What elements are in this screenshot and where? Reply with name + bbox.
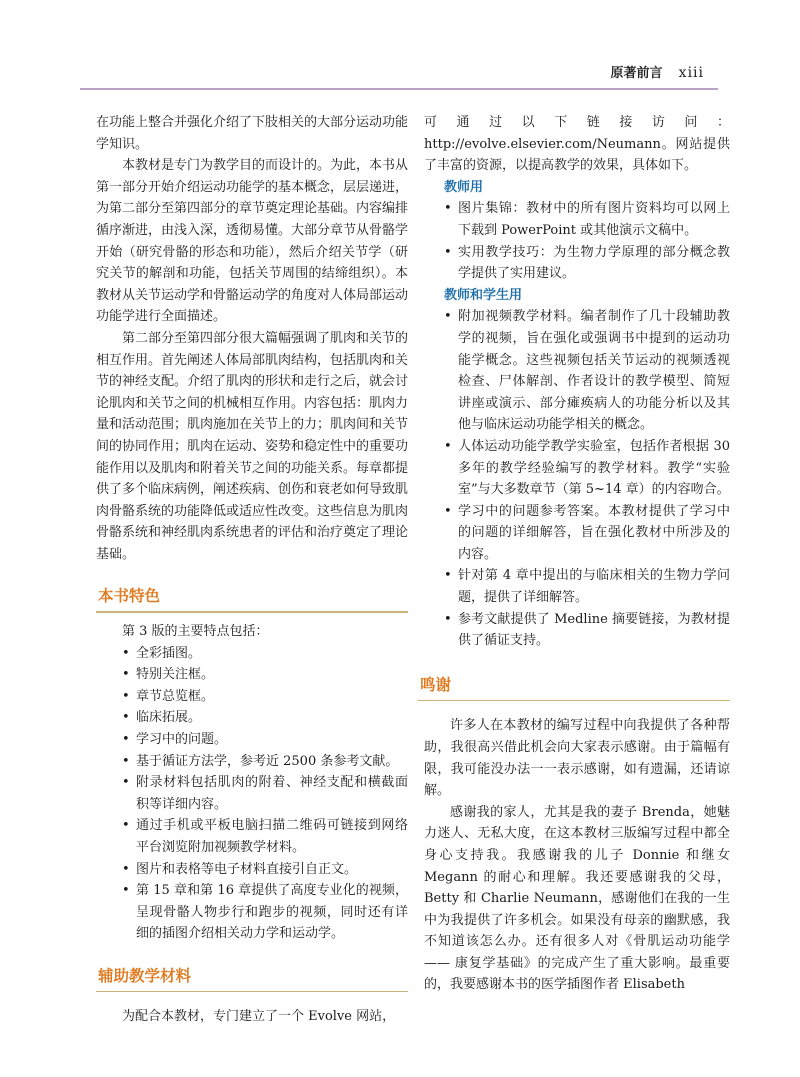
list-item: • 图片集锦：教材中的所有图片资料均可以网上下载到 PowerPoint 或其他演示文稿中。 [444, 198, 730, 241]
materials-section [96, 965, 408, 1028]
list-item: • 学习中的问题参考答案。本教材提供了学习中的问题的详细解答，旨在强化教材中所涉及的内容。 [444, 501, 730, 566]
features-heading-rule [96, 611, 408, 613]
features-heading: 本书特色 [98, 587, 161, 606]
list-item: • 基于循证方法学，参考近 2500 条参考文献。 [122, 751, 408, 773]
left-paragraph-2: 本教材是专门为教学目的而设计的。为此，本书从第一部分开始介绍运动功能学的基本概念，层层递进，为第二部分至第四部分的章节奠定理论基础。内容编排循序渐进，由浅入深，透彻易懂。大部分章节从骨骼学开始（研究骨骼的形态和功能），然后介绍关节学（研究关节的解剖和功能，包括关节周围的结缔组织）。本教材从关节运动学和骨骼运动学的角度对人体局部运动功能学进行全面描述。 [96, 158, 409, 325]
features-list [122, 643, 408, 945]
list-item: • 人体运动功能学教学实验室，包括作者根据 30 多年的教学经验编写的教学材料。教学“实验室”与大多数章节（第 5~14 章）的内容吻合。 [444, 436, 730, 501]
right-continued-paragraph: 可通过以下链接访问：http://evolve.elsevier.com/Neumann。网站提供了丰富的资源，以提高教学的效果，具体如下。 [424, 115, 730, 174]
list-item: • 实用教学技巧：为生物力学原理的部分概念教学提供了实用建议。 [444, 242, 730, 285]
right-column [418, 112, 730, 1000]
teachers-list [418, 198, 730, 284]
thanks-heading-rule [418, 700, 730, 702]
header-title: 原著前言 [610, 66, 663, 81]
list-item: • 图片和表格等电子材料直接引自正文。 [122, 859, 408, 881]
teachers-students-subheading: 教师和学生用 [444, 287, 523, 303]
materials-paragraph: 为配合本教材，专门建立了一个 Evolve 网站， [122, 1009, 396, 1025]
left-paragraph-3: 第二部分至第四部分很大篇幅强调了肌肉和关节的相互作用。首先阐述人体局部肌肉结构，包括肌肉和关节的神经支配。介绍了肌肉的形状和走行之后，就会讨论肌肉和关节之间的机械相互作用。内容包括：肌肉力量和活动范围；肌肉施加在关节上的力；肌肉间和关节间的协同作用；肌肉在运动、姿势和稳定性中的重要功能作用以及肌肉和附着关节之间的功能关系。每章都提供了多个临床病例，阐述疾病、创伤和衰老如何导致肌肉骨骼系统的功能降低或适应性改变。这些信息为肌肉骨骼系统和神经肌肉系统患者的评估和治疗奠定了理论基础。 [96, 330, 409, 562]
list-item: • 临床拓展。 [122, 707, 408, 729]
list-item: • 章节总览框。 [122, 686, 408, 708]
header-rule [80, 88, 718, 90]
header-text [611, 62, 704, 81]
list-item: • 通过手机或平板电脑扫描二维码可链接到网络平台浏览附加视频教学材料。 [122, 815, 408, 858]
list-item: • 全彩插图。 [122, 643, 408, 665]
thanks-body [418, 715, 730, 996]
thanks-heading: 鸣谢 [420, 675, 452, 694]
thanks-paragraph-1: 许多人在本教材的编写过程中向我提供了各种帮助，我很高兴借此机会向大家表示感谢。由于篇幅有限，我可能没办法一一表示感谢，如有遗漏，还请谅解。 [424, 718, 730, 799]
list-item: • 特别关注框。 [122, 664, 408, 686]
list-item: • 参考文献提供了 Medline 摘要链接，为教材提供了循证支持。 [444, 609, 730, 652]
features-intro: 第 3 版的主要特点包括： [122, 623, 269, 639]
list-item: • 学习中的问题。 [122, 729, 408, 751]
teachers-subheading: 教师用 [444, 179, 484, 195]
materials-body [96, 1006, 408, 1028]
left-column [96, 112, 408, 1032]
left-paragraph-1: 在功能上整合并强化介绍了下肢相关的大部分运动功能学知识。 [96, 115, 409, 152]
list-item: • 附录材料包括肌肉的附着、神经支配和横截面积等详细内容。 [122, 772, 408, 815]
list-item: • 针对第 4 章中提出的与临床相关的生物力学问题，提供了详细解答。 [444, 565, 730, 608]
thanks-paragraph-2: 感谢我的家人，尤其是我的妻子 Brenda，她魅力迷人、无私大度，在这本教材三版编写过程中都全身心支持我。我感谢我的儿子 Donnie 和继女 Megann 的耐心和理解。我还要感谢我的父母，Betty 和 Charlie Neumann，感谢他们在我的一生中为我提供了许多机会。如果没有母亲的幽默感，我不知道该怎么办。还有很多人对《骨肌运动功能学 —— 康复学基础》的完成产生了重大影响。最重要的，我要感谢本书的医学插图作者 Elisabeth [424, 804, 730, 993]
thanks-section [418, 674, 730, 996]
page-number: xiii [678, 65, 704, 81]
page-header [0, 0, 800, 90]
features-body [96, 621, 408, 945]
features-section [96, 585, 408, 944]
materials-heading: 辅助教学材料 [98, 966, 192, 985]
materials-heading-rule [96, 991, 408, 993]
list-item: • 第 15 章和第 16 章提供了高度专业化的视频，呈现骨骼人物步行和跑步的视频，同时还有详细的插图介绍相关动力学和运动学。 [122, 880, 408, 945]
list-item: • 附加视频教学材料。编者制作了几十段辅助教学的视频，旨在强化或强调书中提到的运动功能学概念。这些视频包括关节运动的视频透视检查、尸体解剖、作者设计的教学模型、简短讲座或演示、部分瘫痪病人的功能分析以及其他与临床运动功能学相关的概念。 [444, 306, 730, 436]
teachers-students-list [418, 306, 730, 652]
